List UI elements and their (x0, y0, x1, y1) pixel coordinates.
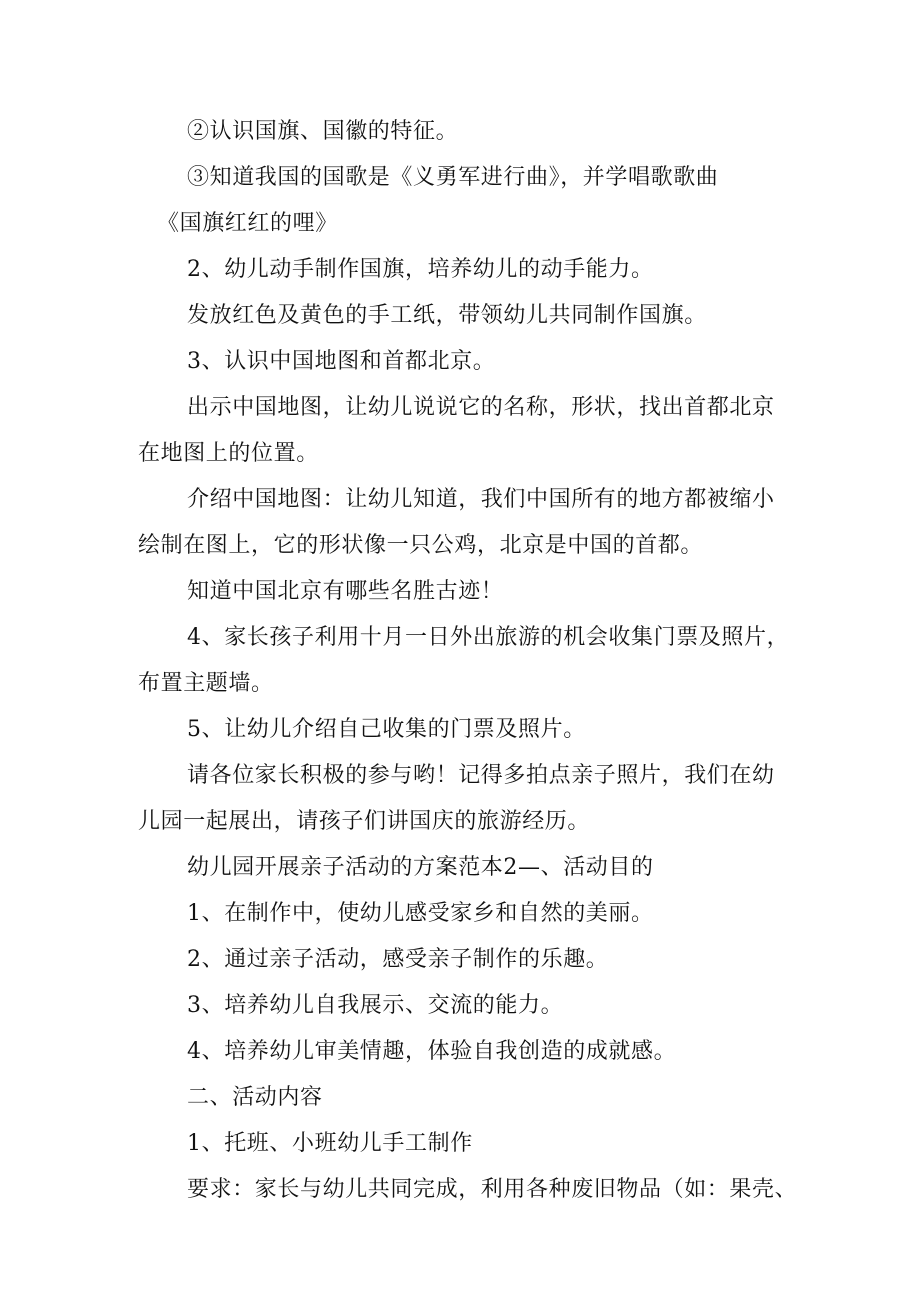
text-line: 3、认识中国地图和首都北京。 (187, 349, 496, 374)
text-line: 出示中国地图，让幼儿说说它的名称，形状，找出首都北京 (187, 395, 775, 420)
text-line: 3、培养幼儿自我展示、交流的能力。 (187, 993, 564, 1018)
text-line: 幼儿园开展亲子活动的方案范本2—、活动目的 (187, 855, 654, 880)
text-line: 5、让幼儿介绍自己收集的门票及照片。 (187, 717, 586, 742)
text-line: 发放红色及黄色的手工纸，带领幼儿共同制作国旗。 (187, 303, 707, 328)
text-line: 1、在制作中，使幼儿感受家乡和自然的美丽。 (187, 901, 654, 926)
text-line: ②认识国旗、国徽的特征。 (187, 119, 459, 144)
text-line: 儿园一起展出，请孩子们讲国庆的旅游经历。 (138, 809, 591, 834)
text-line: 2、幼儿动手制作国旗，培养幼儿的动手能力。 (187, 257, 654, 282)
text-line: 4、家长孩子利用十月一日外出旅游的机会收集门票及照片， (187, 625, 790, 650)
text-line: 2、通过亲子活动，感受亲子制作的乐趣。 (187, 947, 609, 972)
text-line: ③知道我国的国歌是《义勇军进行曲》，并学唱歌歌曲 (187, 165, 719, 190)
text-line: 绘制在图上，它的形状像一只公鸡，北京是中国的首都。 (138, 533, 704, 558)
text-line: 布置主题墙。 (138, 671, 274, 696)
text-line: 1、托班、小班幼儿手工制作 (187, 1131, 473, 1156)
text-line: 《国旗红红的哩》 (157, 211, 338, 236)
text-line: 在地图上的位置。 (138, 441, 319, 466)
text-line: 要求：家长与幼儿共同完成，利用各种废旧物品（如：果壳、 (187, 1177, 798, 1202)
text-line: 请各位家长积极的参与哟！记得多拍点亲子照片，我们在幼 (187, 763, 775, 788)
text-line: 4、培养幼儿审美情趣，体验自我创造的成就感。 (187, 1039, 677, 1064)
text-line: 知道中国北京有哪些名胜古迹！ (187, 579, 504, 604)
text-line: 介绍中国地图：让幼儿知道，我们中国所有的地方都被缩小 (187, 487, 775, 512)
text-line: 二、活动内容 (187, 1085, 323, 1110)
